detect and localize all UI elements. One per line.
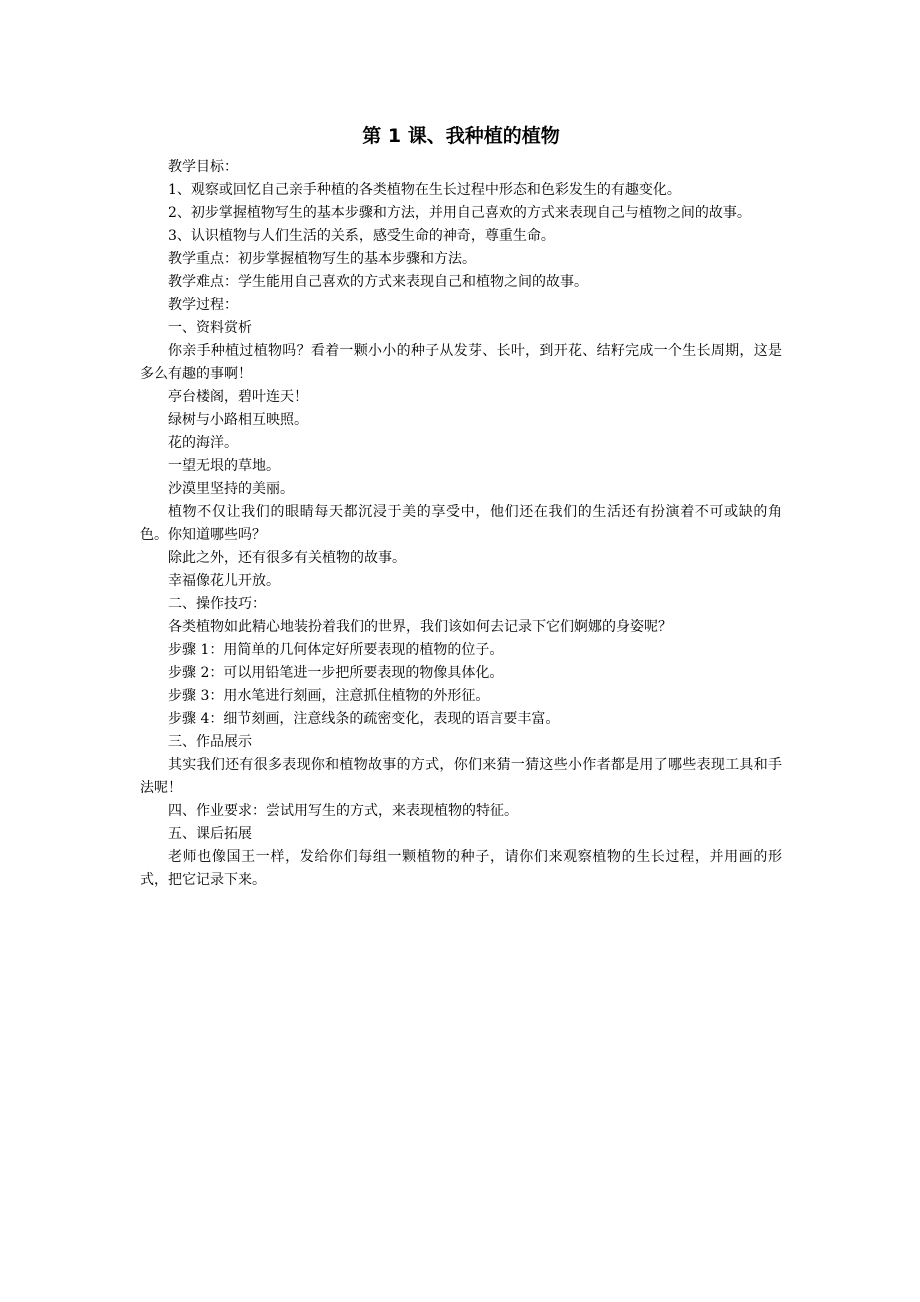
paragraph-caption-3: 花的海洋。 [168, 435, 238, 451]
paragraph-step-2: 步骤 2：可以用铅笔进一步把所要表现的物像具体化。 [168, 665, 504, 681]
paragraph-caption-5: 沙漠里坚持的美丽。 [168, 481, 294, 497]
section-heading-3: 三、作品展示 [168, 734, 252, 750]
paragraph-step-3: 步骤 3：用水笔进行刻画，注意抓住植物的外形征。 [168, 688, 490, 704]
paragraph-objectives-heading: 教学目标： [168, 159, 238, 175]
paragraph-caption-2: 绿树与小路相互映照。 [168, 412, 308, 428]
paragraph-key-point: 教学重点：初步掌握植物写生的基本步骤和方法。 [168, 251, 476, 267]
paragraph-intro-question: 你亲手种植过植物吗？看着一颗小小的种子从发芽、长叶，到开花、结籽完成一个生长周期，这是多么有趣的事啊！ [140, 343, 782, 382]
paragraph-works-display: 其实我们还有很多表现你和植物故事的方式，你们来猜一猜这些小作者都是用了哪些表现工具和手法呢！ [140, 757, 782, 796]
paragraph-technique-question: 各类植物如此精心地装扮着我们的世界，我们该如何去记录下它们婀娜的身姿呢？ [168, 619, 672, 635]
paragraph-process-heading: 教学过程： [168, 297, 238, 313]
paragraph-step-4: 步骤 4：细节刻画，注意线条的疏密变化，表现的语言要丰富。 [168, 711, 560, 727]
paragraph-plant-role: 植物不仅让我们的眼睛每天都沉浸于美的享受中，他们还在我们的生活还有扮演着不可或缺的角色。你知道哪些吗？ [140, 504, 782, 543]
paragraph-objective-3: 3、认识植物与人们生活的关系，感受生命的神奇，尊重生命。 [168, 228, 555, 244]
lesson-title: 第 1 课、我种植的植物 [362, 125, 560, 147]
paragraph-step-1: 步骤 1：用简单的几何体定好所要表现的植物的位子。 [168, 642, 504, 658]
section-heading-2: 二、操作技巧： [168, 596, 266, 612]
paragraph-plant-stories: 除此之外，还有很多有关植物的故事。 [168, 550, 406, 566]
paragraph-objective-2: 2、初步掌握植物写生的基本步骤和方法，并用自己喜欢的方式来表现自己与植物之间的故事。 [168, 205, 751, 221]
section-heading-1: 一、资料赏析 [168, 320, 252, 336]
paragraph-difficulty: 教学难点：学生能用自己喜欢的方式来表现自己和植物之间的故事。 [168, 274, 588, 290]
document-page [140, 122, 782, 892]
paragraph-caption-4: 一望无垠的草地。 [168, 458, 280, 474]
section-heading-4: 四、作业要求：尝试用写生的方式，来表现植物的特征。 [168, 803, 518, 819]
paragraph-caption-1: 亭台楼阁，碧叶连天！ [168, 389, 308, 405]
section-heading-5: 五、课后拓展 [168, 826, 252, 842]
paragraph-caption-6: 幸福像花儿开放。 [168, 573, 280, 589]
paragraph-objective-1: 1、观察或回忆自己亲手种植的各类植物在生长过程中形态和色彩发生的有趣变化。 [168, 182, 681, 198]
paragraph-extension: 老师也像国王一样，发给你们每组一颗植物的种子，请你们来观察植物的生长过程，并用画的形式，把它记录下来。 [140, 849, 782, 888]
